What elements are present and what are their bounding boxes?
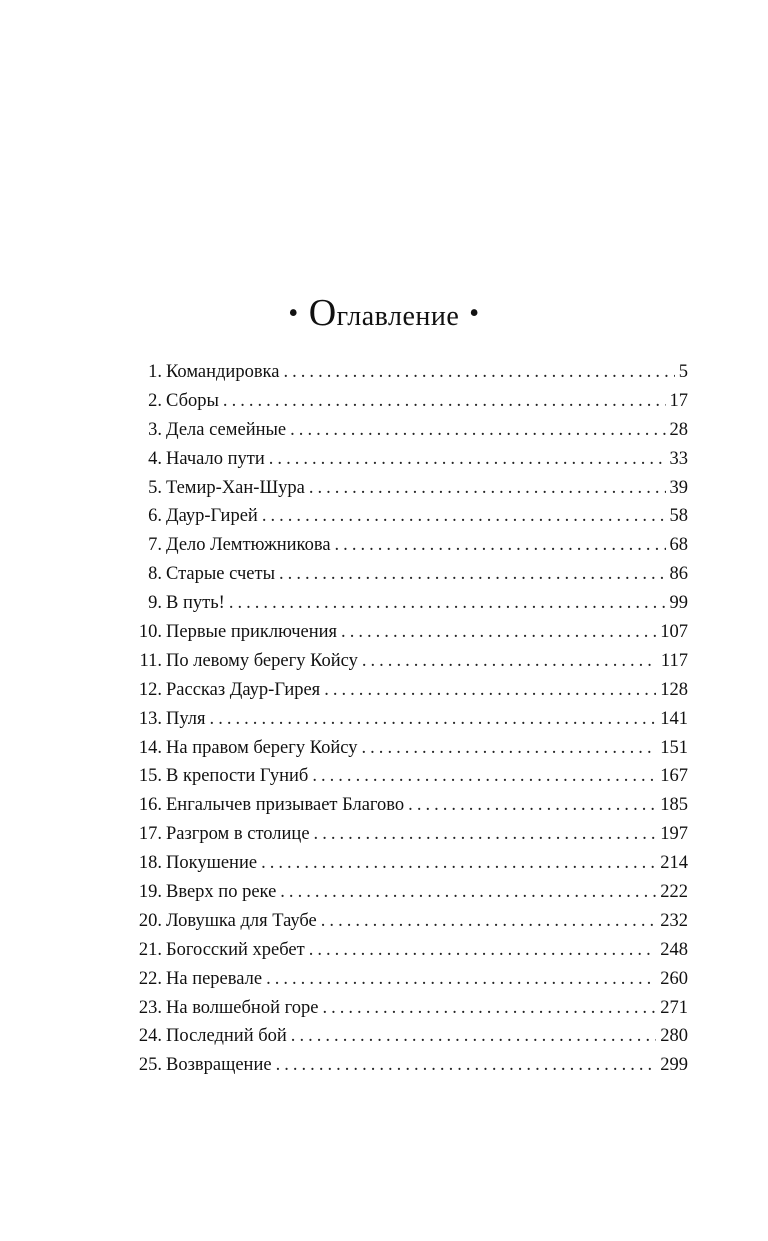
toc-entry-page-number: 185 — [660, 795, 688, 816]
toc-entry-page-number: 117 — [660, 650, 688, 671]
toc-entry-leader-dots — [210, 705, 657, 734]
toc-entry[interactable] — [128, 358, 688, 387]
toc-entry[interactable] — [128, 445, 688, 474]
toc-entry-page-number: 141 — [660, 708, 688, 729]
toc-entry-page-number: 271 — [660, 997, 688, 1018]
toc-entry-number: 9. — [148, 593, 162, 614]
toc-entry-number: 24. — [138, 1026, 162, 1047]
toc-entry-title: Разгром в столице — [166, 824, 310, 845]
toc-entry[interactable] — [128, 531, 688, 560]
toc-entry-page-number: 232 — [660, 910, 688, 931]
toc-entry[interactable] — [128, 734, 688, 763]
toc-entry-page-number: 222 — [660, 882, 688, 903]
toc-entry-page-number: 28 — [669, 419, 688, 440]
toc-entry[interactable] — [128, 560, 688, 589]
toc-entry[interactable] — [128, 791, 688, 820]
toc-entry-leader-dots — [362, 734, 657, 763]
toc-entry-page-number: 197 — [660, 824, 688, 845]
toc-entry[interactable] — [128, 849, 688, 878]
toc-entry[interactable] — [128, 474, 688, 503]
toc-entry-title: Богосский хребет — [166, 939, 305, 960]
toc-entry-leader-dots — [269, 445, 666, 474]
toc-entry[interactable] — [128, 589, 688, 618]
toc-entry-title: На правом берегу Койсу — [166, 737, 358, 758]
toc-entry-page-number: 99 — [669, 593, 688, 614]
toc-entry-title: По левому берегу Койсу — [166, 650, 358, 671]
toc-entry-number: 18. — [138, 853, 162, 874]
toc-entry-page-number: 68 — [669, 535, 688, 556]
toc-entry-title: В крепости Гуниб — [166, 766, 309, 787]
toc-entry-number: 4. — [148, 448, 162, 469]
toc-entry-page-number: 5 — [678, 362, 688, 382]
toc-entry-leader-dots — [279, 560, 665, 589]
toc-entry-leader-dots — [266, 965, 656, 994]
toc-entry-number: 20. — [138, 910, 162, 931]
toc-entry-leader-dots — [229, 589, 666, 618]
toc-entry[interactable] — [128, 705, 688, 734]
toc-entry-number: 15. — [138, 766, 162, 787]
toc-entry-leader-dots — [408, 791, 656, 820]
toc-entry-leader-dots — [261, 849, 656, 878]
toc-entry-page-number: 39 — [669, 477, 688, 498]
toc-entry-leader-dots — [324, 676, 656, 705]
title-rest: главление — [336, 301, 460, 332]
bullet-right: • — [469, 298, 480, 329]
toc-entry[interactable] — [128, 416, 688, 445]
toc-entry-title: Пуля — [166, 708, 206, 729]
toc-entry-title: Енгалычев призывает Благово — [166, 795, 405, 816]
toc-entry-number: 7. — [148, 535, 162, 556]
toc-entry-number: 13. — [138, 708, 162, 729]
toc-entry-leader-dots — [276, 1051, 657, 1080]
toc-entry-number: 8. — [148, 564, 162, 585]
toc-entry-title: Рассказ Даур-Гирея — [166, 679, 321, 700]
toc-entry-number: 19. — [138, 882, 162, 903]
toc-entry-page-number: 86 — [669, 564, 688, 585]
toc-entry-title: Дело Лемтюжникова — [166, 535, 331, 556]
toc-entry-number: 1. — [148, 362, 162, 382]
toc-entry[interactable] — [128, 994, 688, 1023]
toc-entry-title: Темир-Хан-Шура — [166, 477, 305, 498]
toc-entry-leader-dots — [322, 994, 656, 1023]
toc-entry-title: В путь! — [166, 593, 225, 614]
toc-entry-number: 2. — [148, 390, 162, 411]
toc-entry-leader-dots — [341, 618, 656, 647]
toc-entry-title: Последний бой — [166, 1026, 287, 1047]
toc-entry-title: На волшебной горе — [166, 997, 319, 1018]
toc-entry-leader-dots — [312, 762, 656, 791]
toc-entry[interactable] — [128, 878, 688, 907]
toc-entry-number: 12. — [138, 679, 162, 700]
toc-entry-page-number: 248 — [660, 939, 688, 960]
toc-entry[interactable] — [128, 965, 688, 994]
toc-entry-leader-dots — [262, 502, 666, 531]
toc-entry-page-number: 167 — [660, 766, 688, 787]
toc-entry-leader-dots — [223, 387, 666, 416]
toc-entry-title: Начало пути — [166, 448, 265, 469]
toc-entry-number: 6. — [148, 506, 162, 527]
toc-entry-number: 25. — [138, 1055, 162, 1076]
toc-entry-page-number: 260 — [660, 968, 688, 989]
toc-entry-page-number: 33 — [669, 448, 688, 469]
toc-entry[interactable] — [128, 907, 688, 936]
toc-entry[interactable] — [128, 647, 688, 676]
toc-entry-page-number: 58 — [669, 506, 688, 527]
table-of-contents — [128, 358, 688, 1080]
toc-entry-leader-dots — [283, 358, 674, 387]
toc-entry-page-number: 17 — [669, 390, 688, 411]
toc-entry-leader-dots — [335, 531, 666, 560]
toc-entry-title: Старые счеты — [166, 564, 276, 585]
toc-entry-title: Первые приключения — [166, 622, 338, 643]
toc-entry-leader-dots — [290, 416, 665, 445]
toc-entry-leader-dots — [309, 936, 657, 965]
toc-entry[interactable] — [128, 387, 688, 416]
page-title — [0, 288, 768, 342]
toc-entry-page-number: 128 — [660, 679, 688, 700]
title-first-letter: О — [308, 292, 337, 334]
toc-entry-leader-dots — [362, 647, 657, 676]
toc-entry-leader-dots — [314, 820, 657, 849]
toc-entry-title: Командировка — [166, 362, 280, 382]
toc-entry-number: 17. — [138, 824, 162, 845]
toc-entry-title: Ловушка для Таубе — [166, 910, 317, 931]
toc-entry-title: Возвращение — [166, 1055, 272, 1076]
toc-entry[interactable] — [128, 820, 688, 849]
toc-entry-number: 14. — [138, 737, 162, 758]
toc-entry[interactable] — [128, 936, 688, 965]
toc-entry-leader-dots — [291, 1022, 656, 1051]
toc-entry[interactable] — [128, 502, 688, 531]
toc-entry-number: 16. — [138, 795, 162, 816]
toc-entry[interactable] — [128, 1022, 688, 1051]
toc-entry-page-number: 151 — [660, 737, 688, 758]
toc-entry-page-number: 299 — [660, 1055, 688, 1076]
toc-entry-page-number: 280 — [660, 1026, 688, 1047]
toc-entry-title: Сборы — [166, 390, 219, 411]
toc-entry-page-number: 214 — [660, 853, 688, 874]
toc-entry-page-number: 107 — [660, 622, 688, 643]
bullet-left: • — [288, 298, 299, 329]
toc-entry-number: 11. — [139, 650, 162, 671]
toc-entry-title: На перевале — [166, 968, 263, 989]
toc-entry-title: Вверх по реке — [166, 882, 277, 903]
toc-entry-leader-dots — [309, 474, 666, 503]
toc-entry-leader-dots — [280, 878, 656, 907]
toc-entry[interactable] — [128, 1051, 688, 1080]
toc-entry[interactable] — [128, 676, 688, 705]
toc-entry-number: 23. — [138, 997, 162, 1018]
toc-entry-number: 21. — [138, 939, 162, 960]
toc-entry-number: 3. — [148, 419, 162, 440]
toc-entry[interactable] — [128, 618, 688, 647]
toc-entry-number: 10. — [138, 622, 162, 643]
toc-entry-title: Даур-Гирей — [166, 506, 258, 527]
toc-entry-number: 5. — [148, 477, 162, 498]
toc-entry[interactable] — [128, 762, 688, 791]
toc-entry-number: 22. — [138, 968, 162, 989]
toc-entry-title: Дела семейные — [166, 419, 287, 440]
toc-entry-leader-dots — [321, 907, 656, 936]
toc-entry-title: Покушение — [166, 853, 258, 874]
